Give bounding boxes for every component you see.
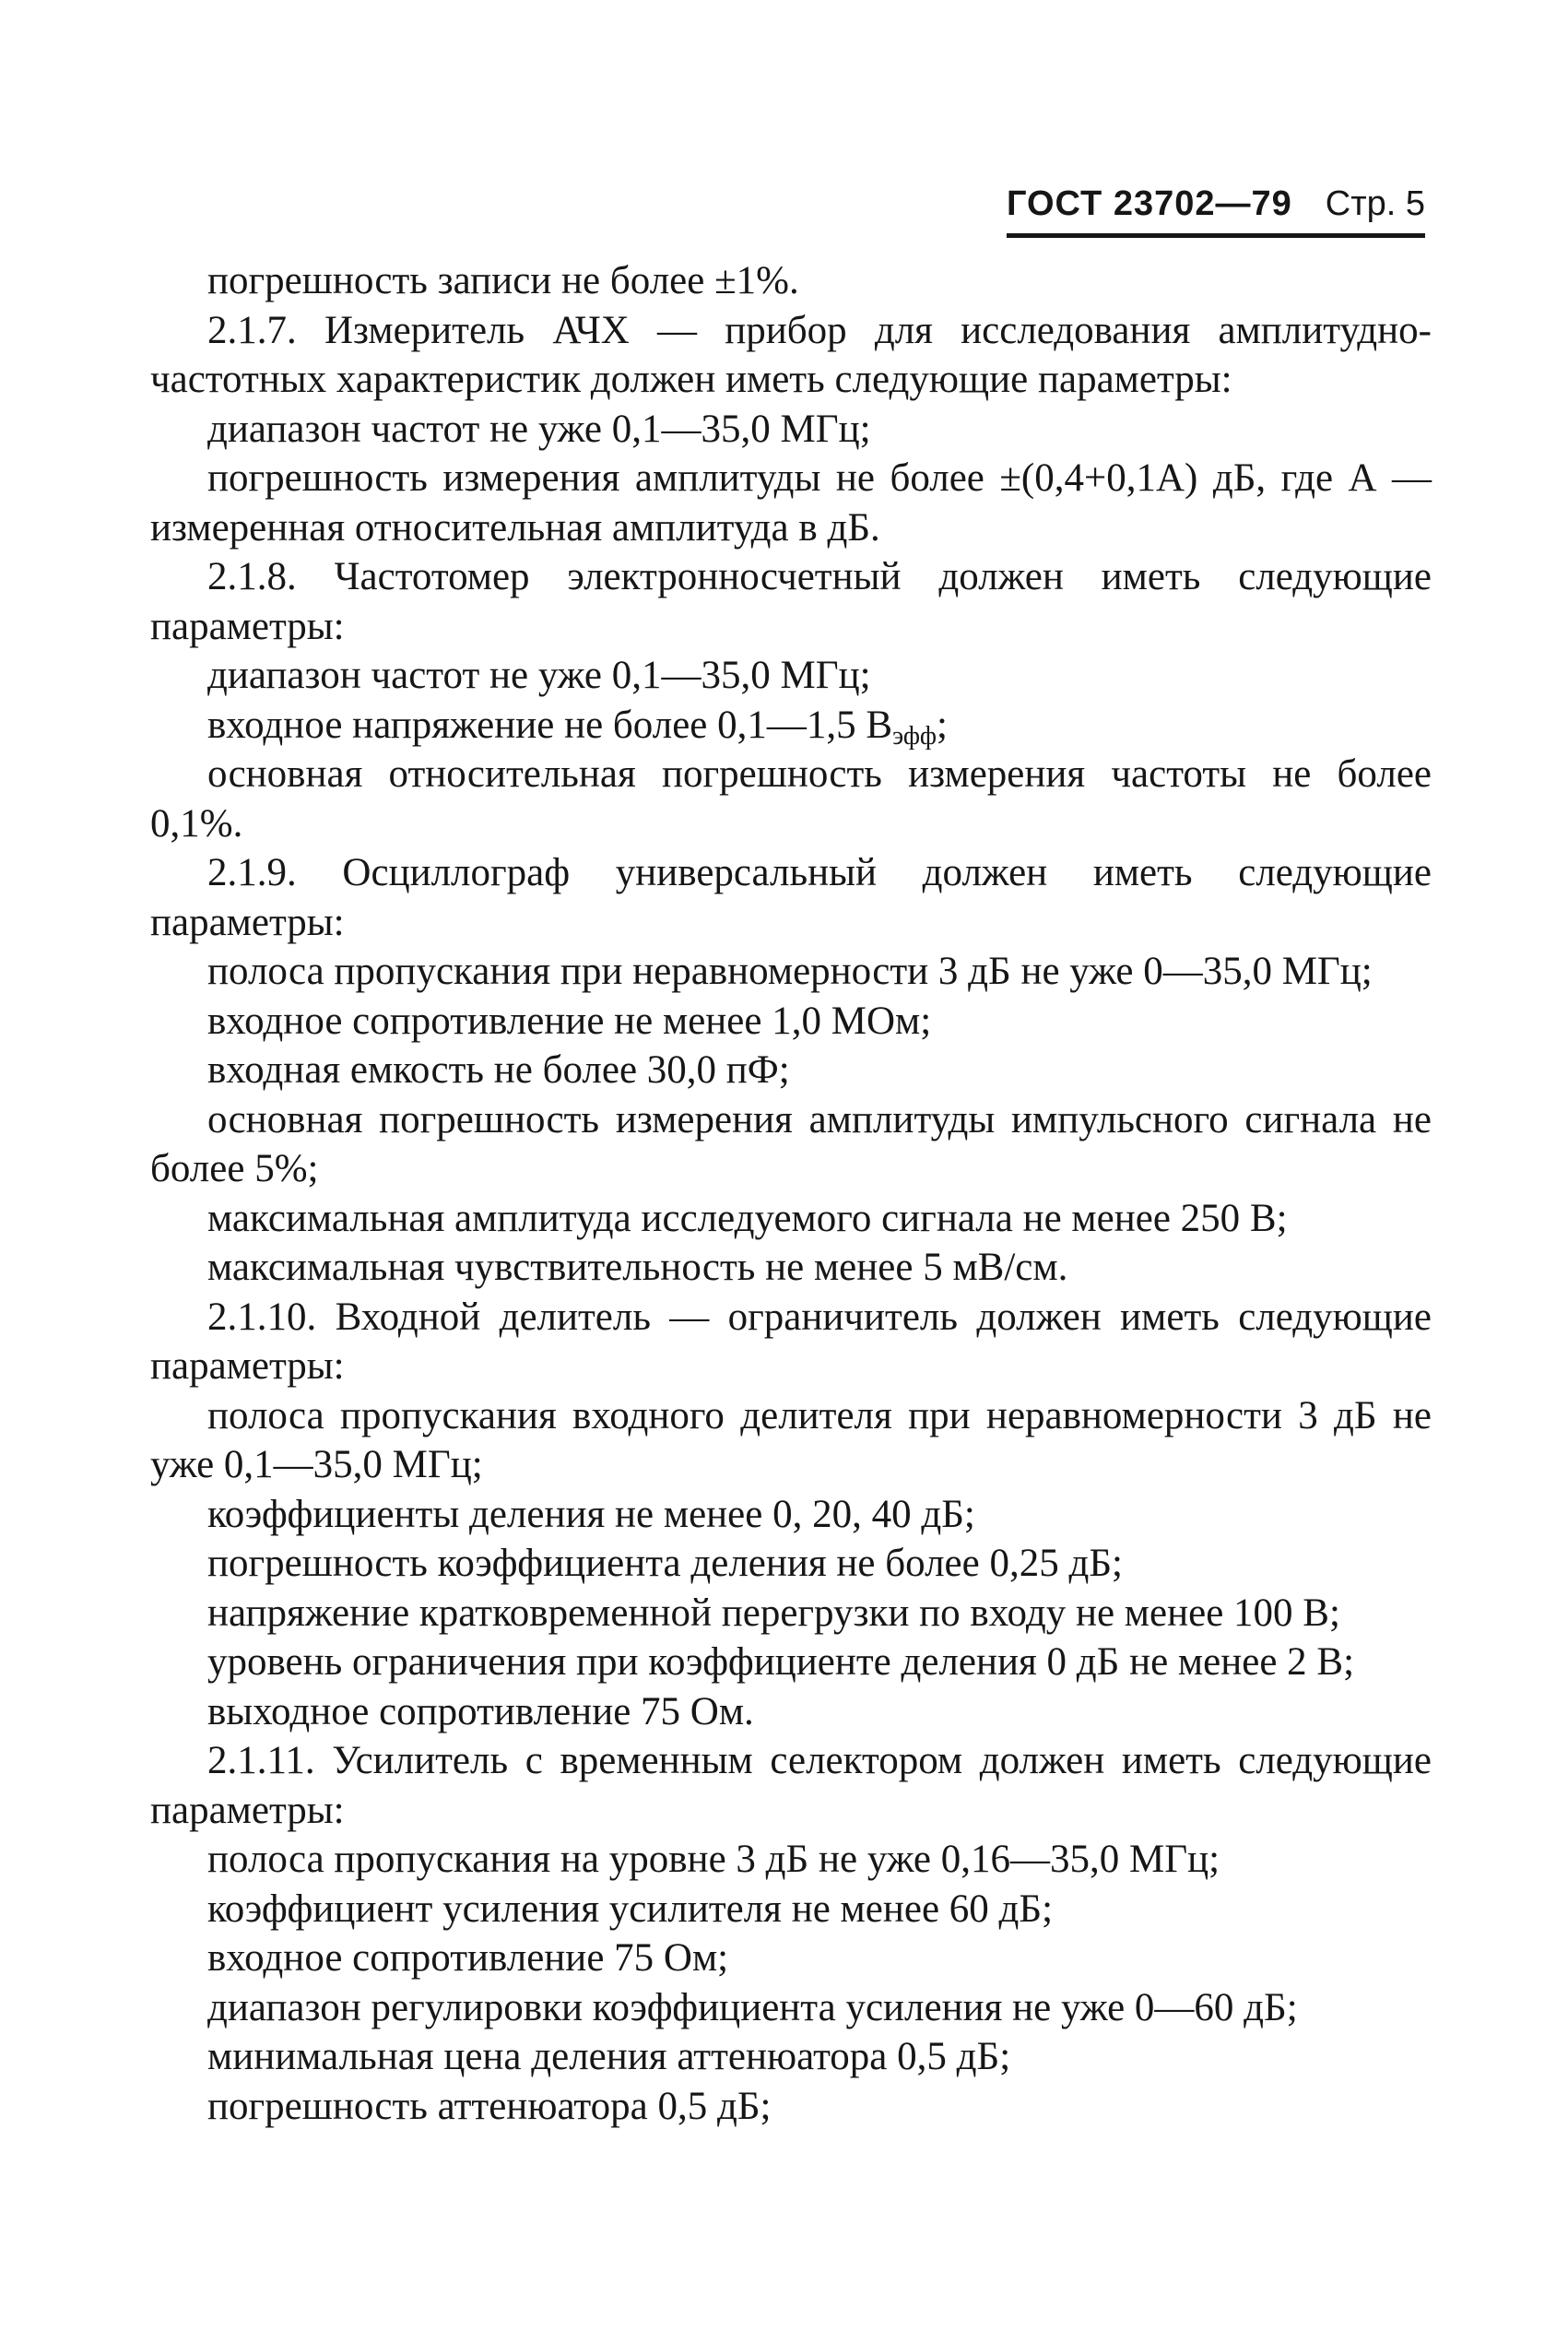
paragraph-text: 2.1.8. Частотомер электронносчетный должен иметь следующие параметры:	[150, 555, 1432, 648]
paragraph-text: 2.1.10. Входной делитель — ограничитель должен иметь следующие параметры:	[150, 1295, 1432, 1388]
paragraph-text: 2.1.9. Осциллограф универсальный должен иметь следующие параметры:	[150, 851, 1432, 944]
paragraph-text: диапазон частот не уже 0,1—35,0 МГц;	[207, 407, 871, 451]
paragraph-text: полоса пропускания входного делителя при неравномерности 3 дБ не уже 0,1—35,0 МГц;	[150, 1393, 1432, 1486]
paragraph-text: полоса пропускания при неравномерности 3 дБ не уже 0—35,0 МГц;	[207, 950, 1373, 993]
paragraph	[150, 1391, 1432, 1490]
paragraph	[150, 997, 1432, 1047]
paragraph-text: коэффициенты деления не менее 0, 20, 40 дБ;	[207, 1492, 975, 1536]
paragraph	[150, 454, 1432, 552]
paragraph	[150, 1539, 1432, 1589]
paragraph-text: полоса пропускания на уровне 3 дБ не уже 0,16—35,0 МГц;	[207, 1838, 1220, 1881]
paragraph-text: 2.1.11. Усилитель с временным селектором должен иметь следующие параметры:	[150, 1739, 1432, 1832]
paragraph	[150, 1687, 1432, 1737]
paragraph	[150, 1490, 1432, 1540]
paragraph	[150, 701, 1432, 751]
paragraph	[150, 1194, 1432, 1244]
paragraph	[150, 750, 1432, 848]
standard-number: ГОСТ 23702—79	[1006, 184, 1292, 223]
paragraph-text: погрешность аттенюатора 0,5 дБ;	[207, 2084, 772, 2128]
page-header	[1007, 184, 1425, 238]
paragraph	[150, 2032, 1432, 2082]
paragraph-text: минимальная цена деления аттенюатора 0,5 дБ;	[207, 2035, 1011, 2078]
page-number: Стр. 5	[1325, 184, 1425, 223]
paragraph	[150, 256, 1432, 306]
paragraph-text: погрешность измерения амплитуды не более ±(0,4+0,1А) дБ, где А — измеренная относительная амплитуда в дБ.	[150, 456, 1432, 550]
paragraph	[150, 1835, 1432, 1885]
paragraph-text: напряжение кратковременной перегрузки по входу не менее 100 В;	[207, 1591, 1340, 1635]
document-body	[150, 256, 1432, 2131]
paragraph	[150, 1983, 1432, 2033]
paragraph	[150, 1293, 1432, 1391]
paragraph-text: диапазон регулировки коэффициента усиления не уже 0—60 дБ;	[207, 1985, 1298, 2029]
paragraph	[150, 1095, 1432, 1194]
paragraph-text: максимальная амплитуда исследуемого сигнала не менее 250 В;	[207, 1196, 1288, 1240]
paragraph	[150, 1243, 1432, 1293]
paragraph	[150, 1885, 1432, 1934]
paragraph-text: основная относительная погрешность измерения частоты не более 0,1%.	[150, 752, 1432, 846]
paragraph-text: уровень ограничения при коэффициенте деления 0 дБ не менее 2 В;	[207, 1640, 1355, 1684]
paragraph-text: входное сопротивление 75 Ом;	[207, 1936, 729, 1980]
paragraph	[150, 848, 1432, 947]
paragraph	[150, 947, 1432, 997]
paragraph-text: выходное сопротивление 75 Ом.	[207, 1689, 754, 1733]
paragraph	[150, 1736, 1432, 1835]
paragraph	[150, 405, 1432, 455]
paragraph-text: входная емкость не более 30,0 пФ;	[207, 1048, 790, 1092]
paragraph	[150, 1589, 1432, 1638]
paragraph-text: диапазон частот не уже 0,1—35,0 МГц;	[207, 654, 871, 697]
unit-subscript: эфф	[892, 721, 937, 751]
paragraph	[150, 651, 1432, 701]
paragraph-text: максимальная чувствительность не менее 5 мВ/см.	[207, 1246, 1068, 1289]
paragraph	[150, 1638, 1432, 1687]
paragraph-text: входное сопротивление не менее 1,0 МОм;	[207, 999, 932, 1043]
paragraph-text: погрешность коэффициента деления не более 0,25 дБ;	[207, 1542, 1123, 1585]
paragraph-text: входное напряжение не более 0,1—1,5 В	[207, 703, 893, 747]
paragraph-text: 2.1.7. Измеритель АЧХ — прибор для исследования амплитудно-частотных характеристик должен иметь следующие параметры:	[150, 308, 1432, 401]
paragraph-text: коэффициент усиления усилителя не менее 60 дБ;	[207, 1886, 1054, 1931]
paragraph	[150, 1934, 1432, 1983]
paragraph	[150, 2082, 1432, 2132]
paragraph	[150, 552, 1432, 651]
paragraph-text: основная погрешность измерения амплитуды импульсного сигнала не более 5%;	[150, 1097, 1432, 1190]
paragraph	[150, 306, 1432, 405]
paragraph-punctuation: ;	[937, 703, 948, 747]
paragraph	[150, 1046, 1432, 1095]
paragraph-text: погрешность записи не более ±1%.	[207, 259, 799, 302]
